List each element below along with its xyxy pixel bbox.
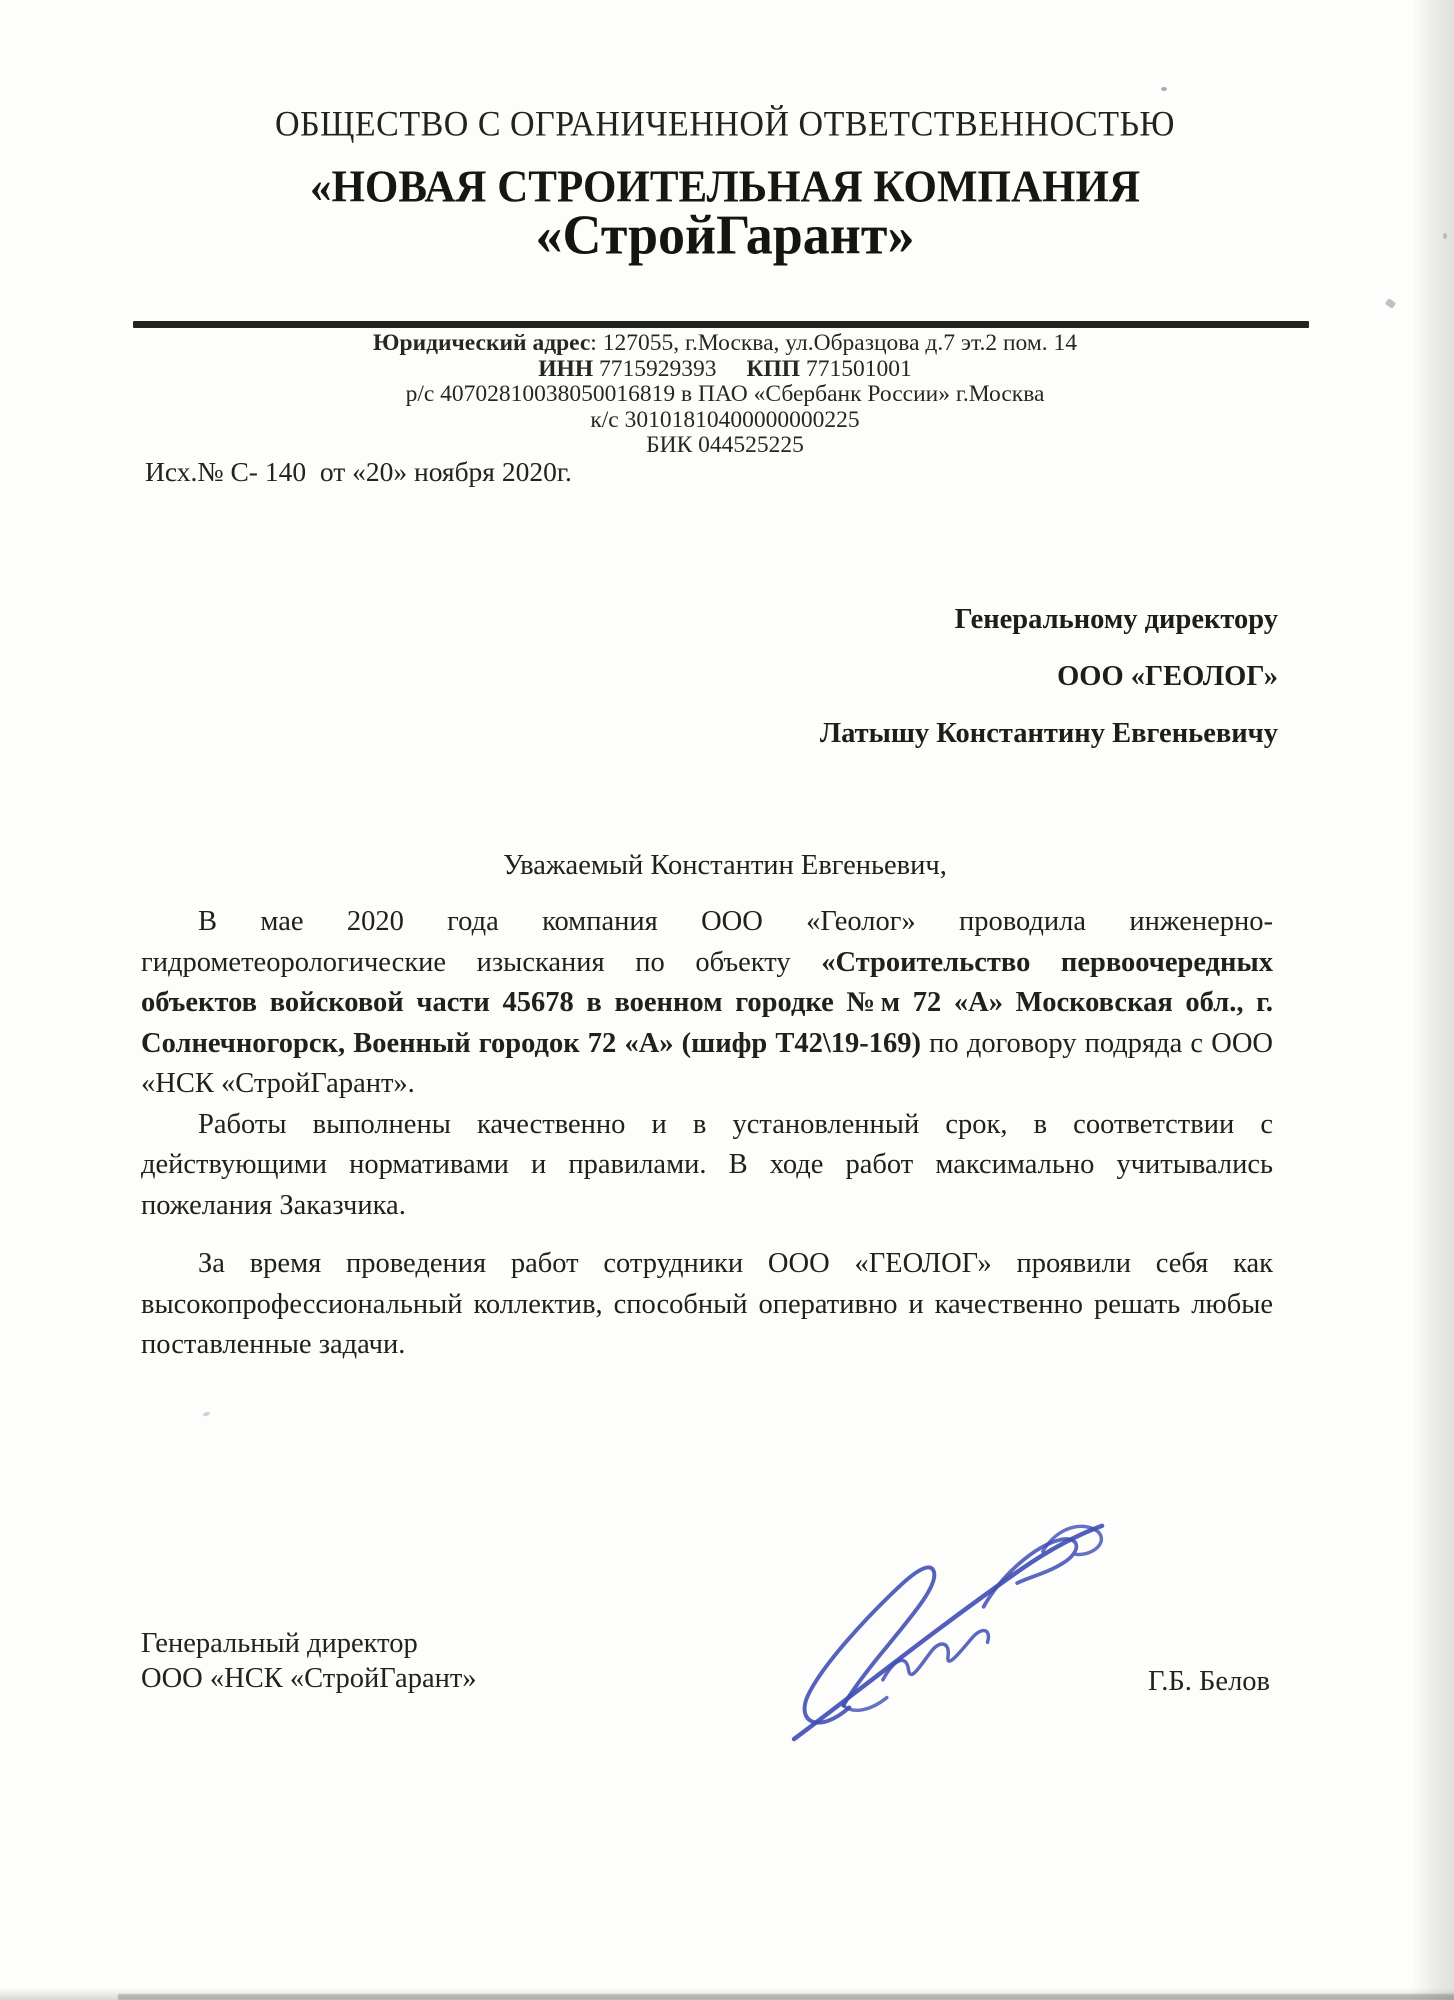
legal-address-value: : 127055, г.Москва, ул.Образцова д.7 эт.2 пом. 14 [590, 330, 1077, 356]
addressee-block [718, 591, 1278, 762]
handwritten-signature [788, 1512, 1114, 1744]
signer-name: Г.Б. Белов [1148, 1666, 1270, 1697]
addressee-position: Генеральному директору [954, 604, 1278, 635]
bik-line: БИК 044525225 [646, 432, 804, 458]
legal-address-label: Юридический адрес [373, 330, 591, 356]
outgoing-number-line: Исх.№ С- 140 от «20» ноября 2020г. [145, 456, 572, 487]
letterhead-requisites [140, 331, 1310, 459]
letterhead-divider [133, 321, 1309, 328]
scan-shadow-right-edge [1412, 0, 1454, 2000]
body-paragraph-3: За время проведения работ сотрудники ООО «ГЕОЛОГ» проявили себя как высокопрофессиональный коллектив, способный оперативно и качественно решать любые поставленные задачи. [141, 1248, 1273, 1360]
scan-bottom-line [118, 1994, 1454, 2000]
signer-title-line-1: Генеральный директор [141, 1628, 418, 1659]
scan-speck [203, 1411, 211, 1417]
addressee-name: Латышу Константину Евгеньевичу [819, 718, 1278, 749]
corr-account-line: к/с 30101810400000000225 [590, 406, 860, 433]
letter-body [141, 902, 1273, 1366]
scan-speck [1385, 298, 1396, 309]
signer-title-block [141, 1626, 477, 1696]
signer-title-line-2: ООО «НСК «СтройГарант» [141, 1663, 477, 1694]
paragraph-1-object-bold: «Строительство первоочередных объектов войсковой части 45678 в военном городке №м 72 «А» Московская обл., г. Солнечногорск, Военный городок 72 «А» (шифр Т42\19-169) [141, 946, 1273, 1059]
salutation-line: Уважаемый Константин Евгеньевич, [503, 850, 947, 881]
kpp-value: 771501001 [805, 355, 912, 382]
inn-value: 7715929393 [598, 355, 717, 382]
addressee-company: ООО «ГЕОЛОГ» [1057, 661, 1278, 692]
company-name-line-2: «СтройГарант» [535, 203, 915, 267]
body-paragraph-2: Работы выполнены качественно и в установленный срок, в соответствии с действующими нормативами и правилами. В ходе работ максимально учитывались пожелания Заказчика. [141, 1108, 1273, 1221]
settlement-account-line: р/с 40702810038050016819 в ПАО «Сбербанк России» г.Москва [405, 381, 1045, 407]
legal-address-line [140, 331, 1310, 357]
scan-speck [1161, 87, 1167, 91]
scan-speck [1443, 233, 1447, 239]
org-form-line: ОБЩЕСТВО С ОГРАНИЧЕННОЙ ОТВЕТСТВЕННОСТЬЮ [275, 104, 1175, 145]
kpp-label: КПП [746, 355, 801, 382]
tax-ids-line [140, 357, 1310, 383]
company-name-line-1: «НОВАЯ СТРОИТЕЛЬНАЯ КОМПАНИЯ [309, 162, 1141, 213]
paragraph-1-start: В мае 2020 года компания ООО «Геолог» проводила инженерно-гидрометеорологические изыскания по объекту [141, 906, 1273, 978]
paragraph-1-end: по договору подряда с ООО «НСК «СтройГарант». [141, 1027, 1273, 1099]
body-paragraph-1 [141, 902, 1273, 1105]
inn-label: ИНН [538, 355, 594, 382]
